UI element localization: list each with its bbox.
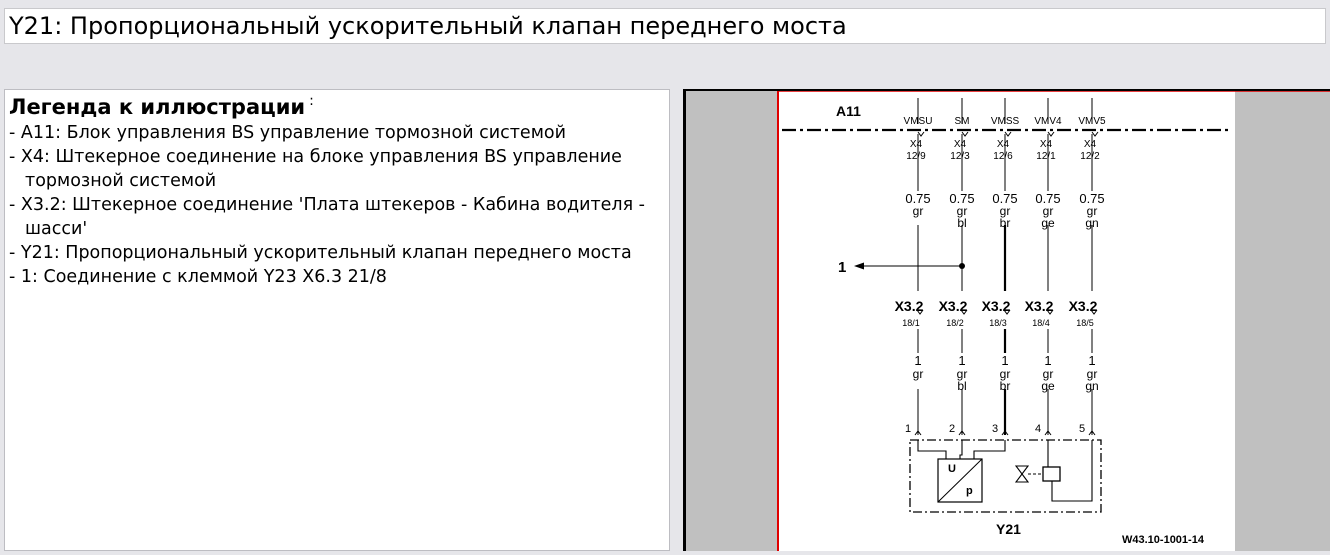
unit-label: A11 xyxy=(836,103,861,119)
wire-color-label: gr xyxy=(1086,367,1098,381)
legend-panel xyxy=(4,89,670,551)
y21-pin-number: 5 xyxy=(1078,423,1086,435)
x4-connector-label: X4 xyxy=(1083,139,1097,150)
page-title: Y21: Пропорциональный ускорительный клапан переднего моста xyxy=(4,8,1326,44)
legend-item-x3-2: - X3.2: Штекерное соединение 'Плата штекеров - Кабина водителя - шасси' xyxy=(9,195,645,239)
component-label: Y21 xyxy=(996,521,1021,537)
x4-pin-label: 12/1 xyxy=(1036,151,1056,162)
y21-pin-number: 4 xyxy=(1034,423,1042,435)
wire-signal-label: VMV4 xyxy=(1034,116,1062,127)
x3-2-pin-label: 18/2 xyxy=(946,318,964,328)
x4-pin-label: 12/3 xyxy=(950,151,970,162)
wire-signal-label: VMV5 xyxy=(1078,116,1106,127)
x4-pin-label: 12/9 xyxy=(906,151,926,162)
wire-size-label: 1 xyxy=(1044,353,1052,368)
x4-connector-label: X4 xyxy=(953,139,967,150)
sensor-label-u: U xyxy=(948,463,956,475)
wiring-diagram xyxy=(686,91,1330,551)
diagram-panel xyxy=(683,89,1330,551)
wire-size-label: 0.75 xyxy=(992,191,1018,206)
legend-item-1: - 1: Соединение с клеммой Y23 X6.3 21/8 xyxy=(9,267,387,287)
x3-2-pin-label: 18/3 xyxy=(989,318,1007,328)
wire-size-label: 1 xyxy=(1001,353,1009,368)
x3-2-pin-label: 18/4 xyxy=(1032,318,1050,328)
wire-color-label: gr xyxy=(956,367,968,381)
figure-code: W43.10-1001-14 xyxy=(1122,534,1204,546)
wire-size-label: 1 xyxy=(1088,353,1096,368)
splice-node xyxy=(959,263,965,269)
legend-item-y21: - Y21: Пропорциональный ускорительный клапан переднего моста xyxy=(9,243,632,263)
x4-connector-label: X4 xyxy=(909,139,923,150)
wire-color-label: gr xyxy=(1042,204,1054,218)
wire-color2-label: bl xyxy=(957,379,967,393)
wire-color-label: gr xyxy=(999,367,1011,381)
wire-size-label: 0.75 xyxy=(905,191,931,206)
wire-color2-label: gn xyxy=(1085,379,1099,393)
legend-heading-text: Легенда к иллюстрации xyxy=(9,95,306,119)
wire-size-label: 0.75 xyxy=(1035,191,1061,206)
callout-number: 1 xyxy=(838,259,847,276)
wire-color-label: gr xyxy=(1086,204,1098,218)
wire-color-label: gr xyxy=(1042,367,1054,381)
legend-heading xyxy=(9,93,665,121)
wire-color2-label: bl xyxy=(957,216,967,230)
wire-signal-label: VMSS xyxy=(990,116,1020,127)
wire-color2-label: gn xyxy=(1085,216,1099,230)
wire-signal-label: SM xyxy=(954,116,970,127)
y21-pin-number: 1 xyxy=(904,423,912,435)
x4-connector-label: X4 xyxy=(1039,139,1053,150)
wire-color-label: gr xyxy=(956,204,968,218)
legend-item-a11: - A11: Блок управления BS управление тормозной системой xyxy=(9,123,566,143)
wire-color-label: gr xyxy=(999,204,1011,218)
x4-connector-label: X4 xyxy=(996,139,1010,150)
x3-2-connector-label: X3.2 xyxy=(938,298,968,314)
wire-size-label: 1 xyxy=(914,353,922,368)
wire-color2-label: ge xyxy=(1041,216,1055,230)
wire-size-label: 0.75 xyxy=(1079,191,1105,206)
wire-size-label: 1 xyxy=(958,353,966,368)
x3-2-connector-label: X3.2 xyxy=(894,298,924,314)
wire-color2-label: br xyxy=(999,379,1011,393)
x4-pin-label: 12/2 xyxy=(1080,151,1100,162)
wire-color-label: gr xyxy=(912,367,924,381)
wire-color-label: gr xyxy=(912,204,924,218)
y21-pin-number: 3 xyxy=(991,423,999,435)
x3-2-pin-label: 18/1 xyxy=(902,318,920,328)
x3-2-connector-label: X3.2 xyxy=(981,298,1011,314)
x3-2-connector-label: X3.2 xyxy=(1068,298,1098,314)
wire-color2-label: ge xyxy=(1041,379,1055,393)
legend-item-x4: - X4: Штекерное соединение на блоке управления BS управление тормозной системой xyxy=(9,147,622,191)
wire-size-label: 0.75 xyxy=(949,191,975,206)
sensor-label-p: p xyxy=(966,485,973,497)
wire-color2-label: br xyxy=(999,216,1011,230)
x4-pin-label: 12/6 xyxy=(993,151,1013,162)
y21-pin-number: 2 xyxy=(948,423,956,435)
x3-2-pin-label: 18/5 xyxy=(1076,318,1094,328)
wire-signal-label: VMSU xyxy=(903,116,933,127)
x3-2-connector-label: X3.2 xyxy=(1024,298,1054,314)
legend-heading-colon: : xyxy=(309,93,314,109)
